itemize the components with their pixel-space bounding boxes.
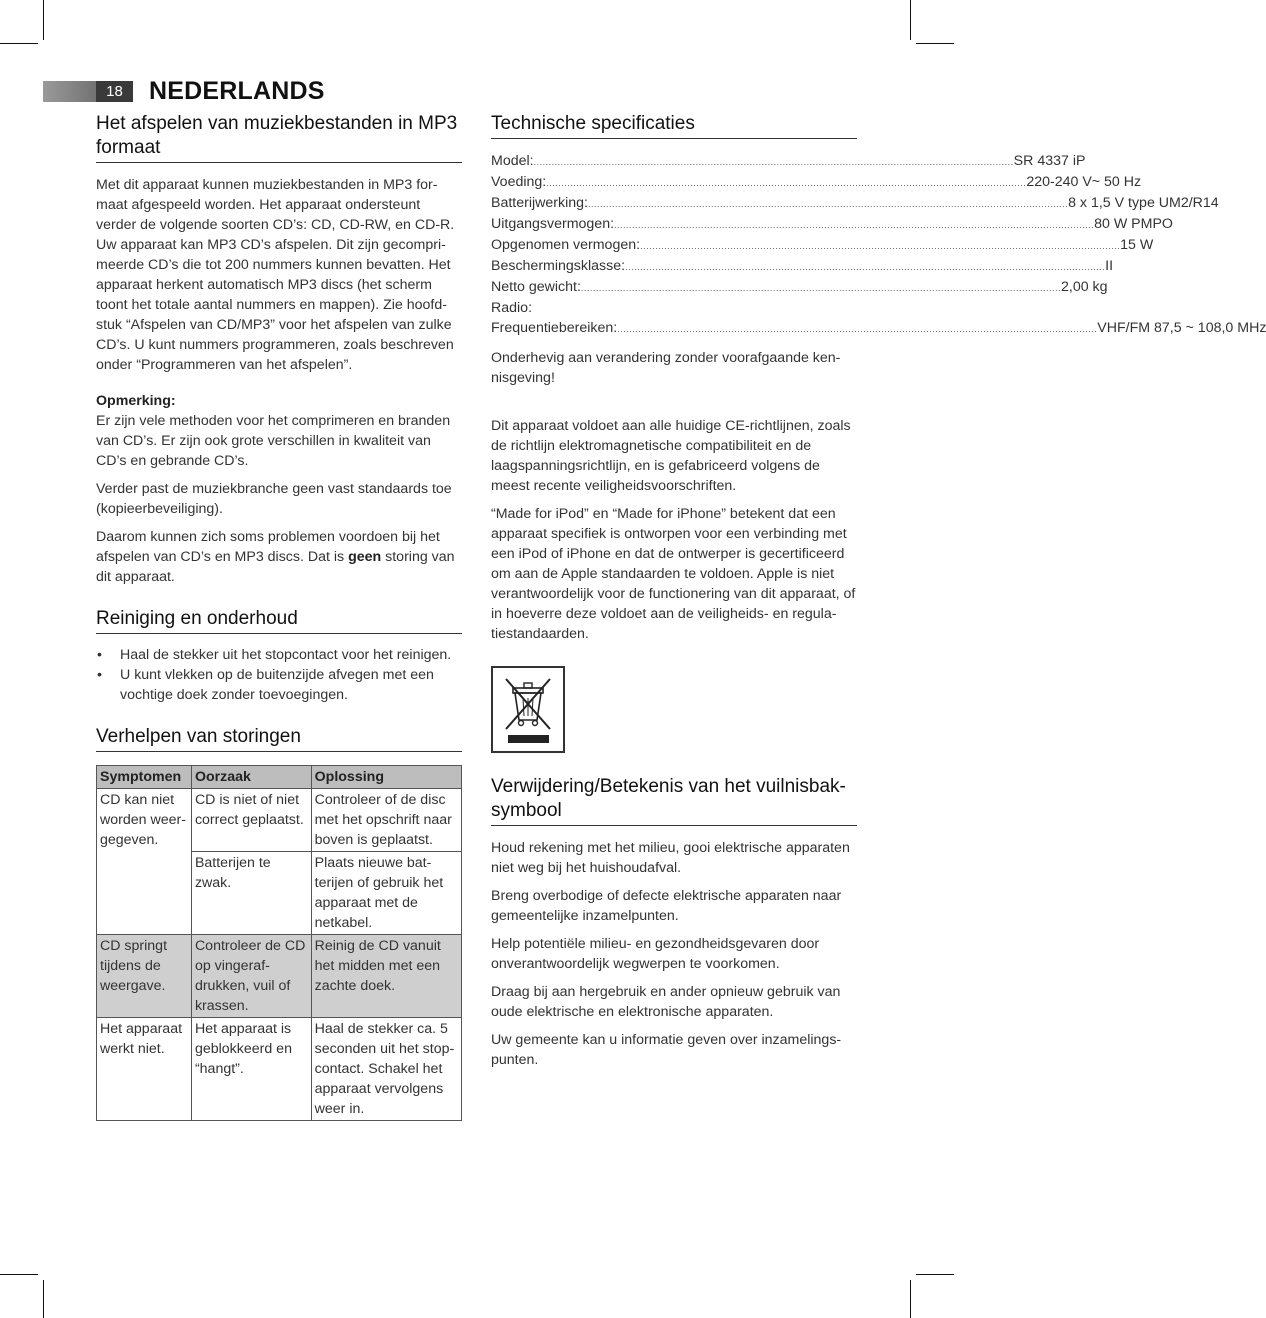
note-text: storing van dit apparaat.: [96, 549, 455, 585]
crop-mark: [910, 1280, 911, 1318]
troubleshooting-heading: Verhelpen van storingen: [96, 725, 462, 752]
spec-row: Voeding: ................................................................................................................................................................ 220-240 V~ 50 Hz: [491, 174, 1142, 190]
left-column: [96, 112, 462, 1121]
weee-symbol-icon: [491, 666, 565, 753]
spec-row: Opgenomen vermogen: ................................................................................................................................................................ 15 W: [491, 237, 1154, 253]
language-title: NEDERLANDS: [149, 77, 325, 105]
spec-row: Batterijwerking: ................................................................................................................................................................ 8 x 1,5 V type UM2/R14: [491, 195, 1219, 211]
note-paragraph-3: [96, 527, 462, 587]
right-column: [491, 112, 1266, 1070]
spec-row: Beschermingsklasse: ................................................................................................................................................................ II: [491, 258, 1114, 274]
table-cell: Het apparaat is geblokkeerd en “hangt”.: [191, 1018, 311, 1121]
list-item: • U kunt vlekken op de buitenzijde afvegen met een vochtige doek zonder toevoegingen.: [97, 667, 434, 703]
mp3-paragraph-2: Uw apparaat kan MP3 CD’s afspelen. Dit zijn gecompri-meerde CD’s die tot 200 nummers kunnen bevatten. Het apparaat herkent automatisch MP3 discs (het scherm toont het totale aantal nummers en mappen). Zie hoofd-stuk “Afspelen van CD/MP3” voor het afspelen van zulke CD’s. U kunt nummers programmeren, zoals beschreven onder “Programmeren van het afspelen”.: [96, 237, 454, 373]
change-notice: Onderhevig aan verandering zonder voorafgaande ken-nisgeving!: [491, 350, 841, 386]
crop-mark: [43, 0, 44, 40]
disposal-paragraph: Draag bij aan hergebruik en ander opnieuw gebruik van oude elektrische en elektronische apparaten.: [491, 984, 841, 1020]
column-header: Oorzaak: [191, 766, 311, 789]
specs-heading: Technische specificaties: [491, 112, 857, 139]
spec-row: Netto gewicht: ................................................................................................................................................................ 2,00 kg: [491, 279, 1108, 295]
mp3-paragraph-1: Met dit apparaat kunnen muziekbestanden in MP3 for-maat afgespeeld worden. Het apparaat ondersteunt verder de volgende soorten CD’s: CD, CD-RW, en CD-R.: [96, 177, 455, 233]
table-cell: CD kan niet worden weer-gegeven.: [97, 789, 192, 935]
table-row: [97, 935, 462, 1018]
note-paragraph-2: Verder past de muziekbranche geen vast standaards toe (kopieerbeveiliging).: [96, 481, 452, 517]
table-cell: Plaats nieuwe bat-terijen of gebruik het apparaat met de netkabel.: [311, 852, 461, 935]
disposal-section: [491, 775, 857, 1070]
spec-row: Frequentiebereiken: ................................................................................................................................................................ VHF/FM 87,5 ~ 108,0 MHz: [491, 320, 1266, 336]
table-cell: CD springt tijdens de weergave.: [97, 935, 192, 1018]
disposal-paragraph: Breng overbodige of defecte elektrische apparaten naar gemeentelijke inzamelpunten.: [491, 888, 842, 924]
mp3-section: [96, 112, 462, 587]
spec-row: Radio:: [491, 300, 533, 316]
ce-paragraph: Dit apparaat voldoet aan alle huidige CE-richtlijnen, zoals de richtlijn elektromagnetische compatibiliteit en de laagspanningsrichtlijn, en is gefabriceerd volgens de meest recente veiligheidsvoorschriften.: [491, 418, 851, 494]
spec-row: Model: ................................................................................................................................................................ SR 4337 iP: [491, 153, 1086, 169]
crop-mark: [43, 1280, 44, 1318]
table-row: [97, 789, 462, 852]
spec-list: [491, 151, 1266, 339]
table-header-row: [97, 766, 462, 789]
note-label: Opmerking:: [96, 393, 176, 409]
crop-mark: [910, 0, 911, 40]
cleaning-heading: Reiniging en onderhoud: [96, 607, 462, 634]
disposal-paragraph: Uw gemeente kan u informatie geven over inzamelings-punten.: [491, 1032, 842, 1068]
table-cell: Batterijen te zwak.: [191, 852, 311, 935]
table-cell: Controleer de CD op vingeraf-drukken, vuil of krassen.: [191, 935, 311, 1018]
column-header: Symptomen: [97, 766, 192, 789]
spec-row: Uitgangsvermogen: ................................................................................................................................................................ 80 W PMPO: [491, 216, 1173, 232]
table-cell: Het apparaat werkt niet.: [97, 1018, 192, 1121]
table-cell: Haal de stekker ca. 5 seconden uit het stop-contact. Schakel het apparaat vervolgens weer in.: [311, 1018, 461, 1121]
note-emphasis: geen: [348, 549, 382, 565]
table-row: [97, 1018, 462, 1121]
page-number: 18: [96, 81, 133, 102]
note-paragraph-1: Er zijn vele methoden voor het comprimeren en branden van CD’s. Er zijn ook grote verschillen in kwaliteit van CD’s en gebrande CD’s.: [96, 413, 451, 469]
column-header: Oplossing: [311, 766, 461, 789]
troubleshooting-section: [96, 725, 462, 1121]
note-text: Daarom kunnen zich soms problemen voordoen bij het afspelen van CD’s en MP3 discs. Dat is: [96, 529, 440, 565]
table-cell: Reinig de CD vanuit het midden met een zachte doek.: [311, 935, 461, 1018]
disposal-heading: Verwijdering/Betekenis van het vuilnisbak-symbool: [491, 775, 857, 826]
cleaning-section: [96, 607, 462, 705]
crop-mark: [916, 1274, 954, 1275]
crop-mark: [916, 43, 954, 44]
crop-mark: [0, 1274, 38, 1275]
table-cell: Controleer of de disc met het opschrift naar boven is geplaatst.: [311, 789, 461, 852]
troubleshooting-table: [96, 765, 462, 1121]
cleaning-list: [96, 645, 462, 705]
mp3-heading: Het afspelen van muziekbestanden in MP3 formaat: [96, 112, 462, 163]
crop-mark: [0, 43, 38, 44]
ipod-paragraph: “Made for iPod” en “Made for iPhone” betekent dat een apparaat specifiek is ontworpen voor een verbinding met een iPod of iPhone en dat de ontwerper is gecertificeerd om aan de Apple standaarden te voldoen. Apple is niet verantwoordelijk voor de functionering van dit apparaat, of in hoeverre deze voldoet aan de veiligheids- en regula-tiestandaarden.: [491, 506, 856, 642]
disposal-paragraph: Help potentiële milieu- en gezondheidsgevaren door onverantwoordelijk wegwerpen te voorkomen.: [491, 936, 820, 972]
specs-section: [491, 112, 1266, 753]
table-cell: CD is niet of niet correct geplaatst.: [191, 789, 311, 852]
disposal-paragraph: Houd rekening met het milieu, gooi elektrische apparaten niet weg bij het huishoudafval.: [491, 840, 850, 876]
list-item: • Haal de stekker uit het stopcontact voor het reinigen.: [97, 647, 452, 663]
